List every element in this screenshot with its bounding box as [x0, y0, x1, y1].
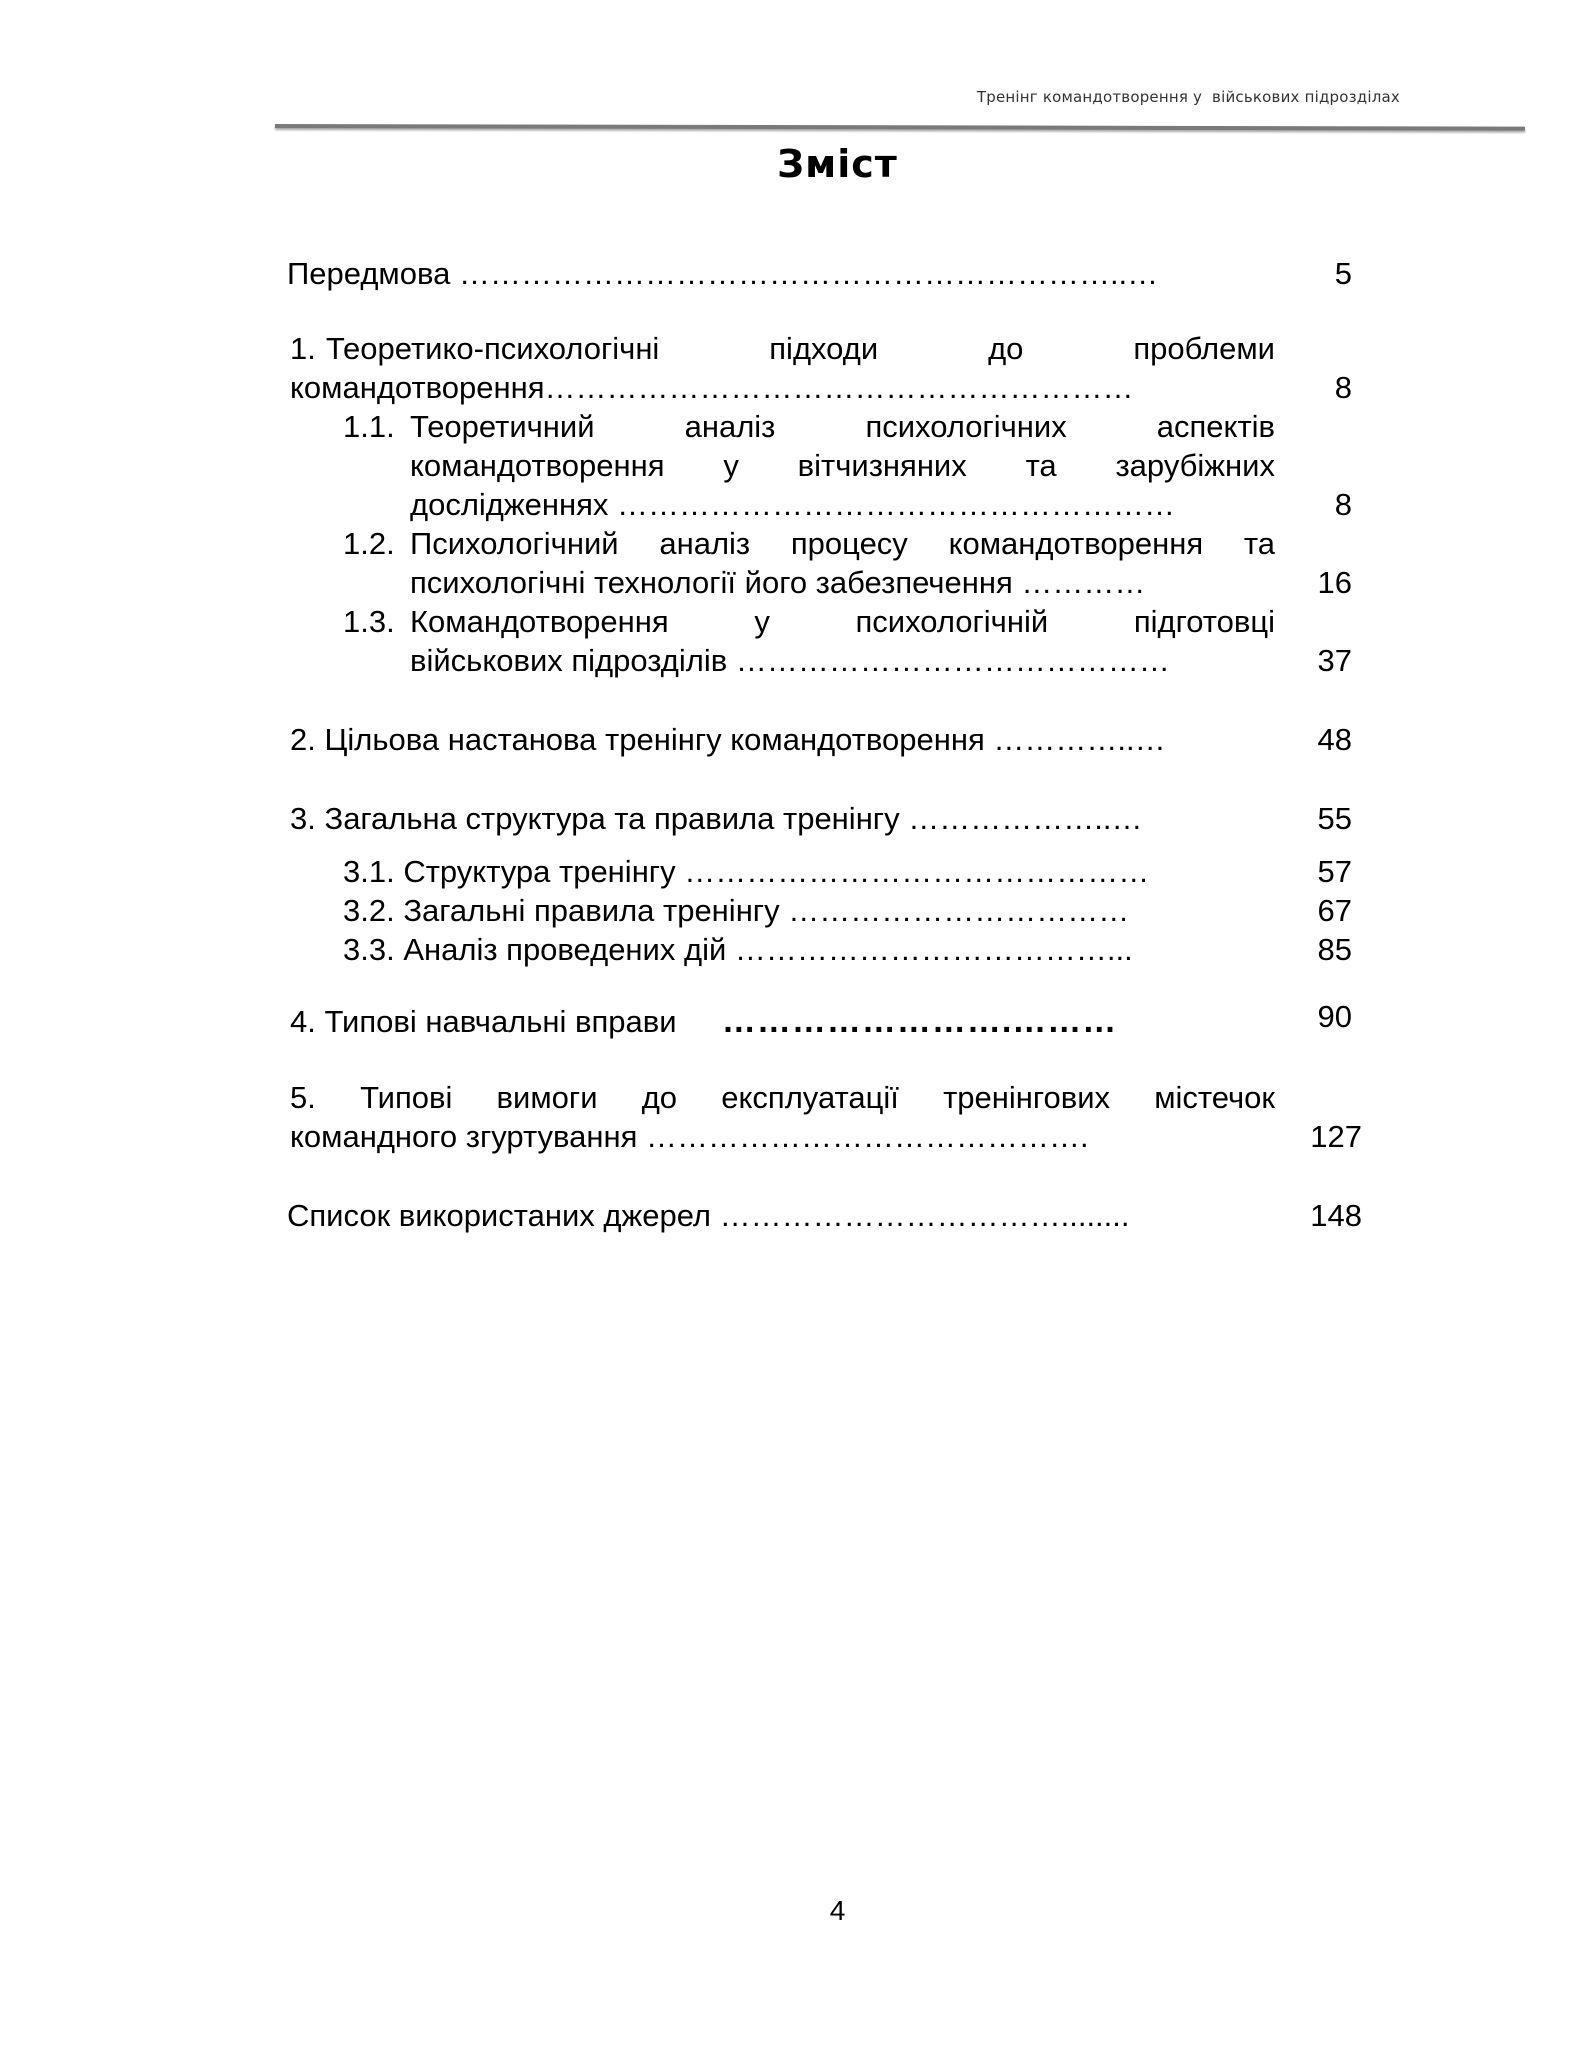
toc-word: у [754, 604, 770, 639]
toc-word: підготовці [1133, 604, 1275, 639]
toc-entry-s3-1[interactable]: 3.1. Структура тренінгу ……………………………………… [343, 854, 1150, 889]
toc-page-s1-2: 16 [1317, 565, 1352, 600]
toc-entry-s1-1-line3[interactable]: дослідженнях ……………………………………………… [410, 487, 1176, 522]
toc-word: Теоретичний [410, 409, 595, 444]
toc-entry-foreword[interactable]: Передмова ………………………………………………………..… [287, 256, 1159, 291]
toc-word: аналіз [684, 409, 776, 444]
toc-entry-references[interactable]: Список використаних джерел ……………………………........ [287, 1198, 1130, 1233]
toc-page-s3-1: 57 [1317, 854, 1352, 889]
toc-word: Психологічний [410, 526, 619, 561]
toc-word: вимоги [496, 1080, 598, 1115]
toc-ch4-label: 4. Типові навчальні вправи [290, 1004, 677, 1039]
toc-word: психологічній [855, 604, 1049, 639]
toc-page-ch3: 55 [1317, 801, 1352, 836]
toc-word: вітчизняних [797, 448, 967, 483]
toc-page-s3-3: 85 [1317, 932, 1352, 967]
toc-word: тренінгових [943, 1080, 1111, 1115]
toc-page-s1-3: 37 [1317, 643, 1352, 678]
toc-word: зарубіжних [1115, 448, 1275, 483]
running-header: Тренінг командотворення у військових підрозділах [976, 88, 1400, 106]
toc-page-references: 148 [1310, 1198, 1362, 1233]
toc-entry-s1-1-line1[interactable] [410, 409, 1275, 445]
toc-s1-1-number: 1.1. [343, 409, 395, 444]
toc-entry-ch1-line2[interactable]: командотворення………………………………………………… [290, 370, 1134, 405]
header-rule [275, 124, 1525, 131]
toc-s1-2-number: 1.2. [343, 526, 395, 561]
toc-entry-s1-2-line2[interactable]: психологічні технології його забезпечення ………… [410, 565, 1146, 600]
toc-page-ch5: 127 [1310, 1119, 1362, 1154]
toc-entry-ch5-line1[interactable] [290, 1080, 1275, 1116]
toc-entry-s1-2-line1[interactable] [410, 526, 1275, 562]
toc-page-ch4: 90 [1317, 999, 1352, 1034]
toc-page-s3-2: 67 [1317, 893, 1352, 928]
toc-word: Теоретико-психологічні [325, 331, 660, 366]
toc-word: та [1243, 526, 1275, 561]
toc-word: командотворення [948, 526, 1204, 561]
toc-word: командотворення [410, 448, 665, 483]
toc-entry-ch1-line1[interactable] [290, 331, 1275, 367]
toc-s1-3-number: 1.3. [343, 604, 395, 639]
toc-entry-ch2[interactable]: 2. Цільова настанова тренінгу командотворення …………..… [290, 722, 1166, 757]
toc-word: психологічних [865, 409, 1067, 444]
toc-ch4-leader: …………………….……… [721, 1002, 1118, 1040]
toc-word: до [988, 331, 1024, 366]
toc-entry-s1-3-line1[interactable] [410, 604, 1275, 640]
toc-word: проблеми [1133, 331, 1275, 366]
toc-entry-s1-1-line2[interactable] [410, 448, 1275, 484]
toc-word: аналіз [659, 526, 751, 561]
toc-word: до [641, 1080, 678, 1115]
toc-word: Типові [360, 1080, 453, 1115]
toc-ch1-number: 1. [290, 331, 316, 366]
toc-word: процесу [790, 526, 908, 561]
toc-word: 5. [290, 1080, 316, 1115]
toc-entry-s3-2[interactable]: 3.2. Загальні правила тренінгу …………………………… [343, 893, 1130, 928]
toc-entry-s1-3-line2[interactable]: військових підрозділів …………………………………… [410, 643, 1170, 678]
toc-entry-ch5-line2[interactable]: командного згуртування ……………………………………. [290, 1119, 1089, 1154]
toc-entry-ch3[interactable]: 3. Загальна структура та правила тренінгу ………………..… [290, 801, 1143, 836]
toc-page-ch1: 8 [1334, 370, 1352, 405]
toc-entry-s3-3[interactable]: 3.3. Аналіз проведених дій ………………………………... [343, 932, 1133, 967]
toc-word: Командотворення [410, 604, 669, 639]
page-title: Зміст [777, 142, 898, 186]
toc-entry-ch4[interactable] [290, 1003, 1117, 1040]
page-number: 4 [829, 1895, 846, 1926]
toc-page-ch2: 48 [1317, 722, 1352, 757]
toc-page-s1-1: 8 [1334, 487, 1352, 522]
toc-page-foreword: 5 [1334, 256, 1352, 291]
toc-word: підходи [769, 331, 879, 366]
toc-word: експлуатації [721, 1080, 899, 1115]
toc-word: аспектів [1156, 409, 1275, 444]
toc-word: та [1025, 448, 1057, 483]
toc-word: містечок [1154, 1080, 1275, 1115]
toc-word: у [723, 448, 739, 483]
